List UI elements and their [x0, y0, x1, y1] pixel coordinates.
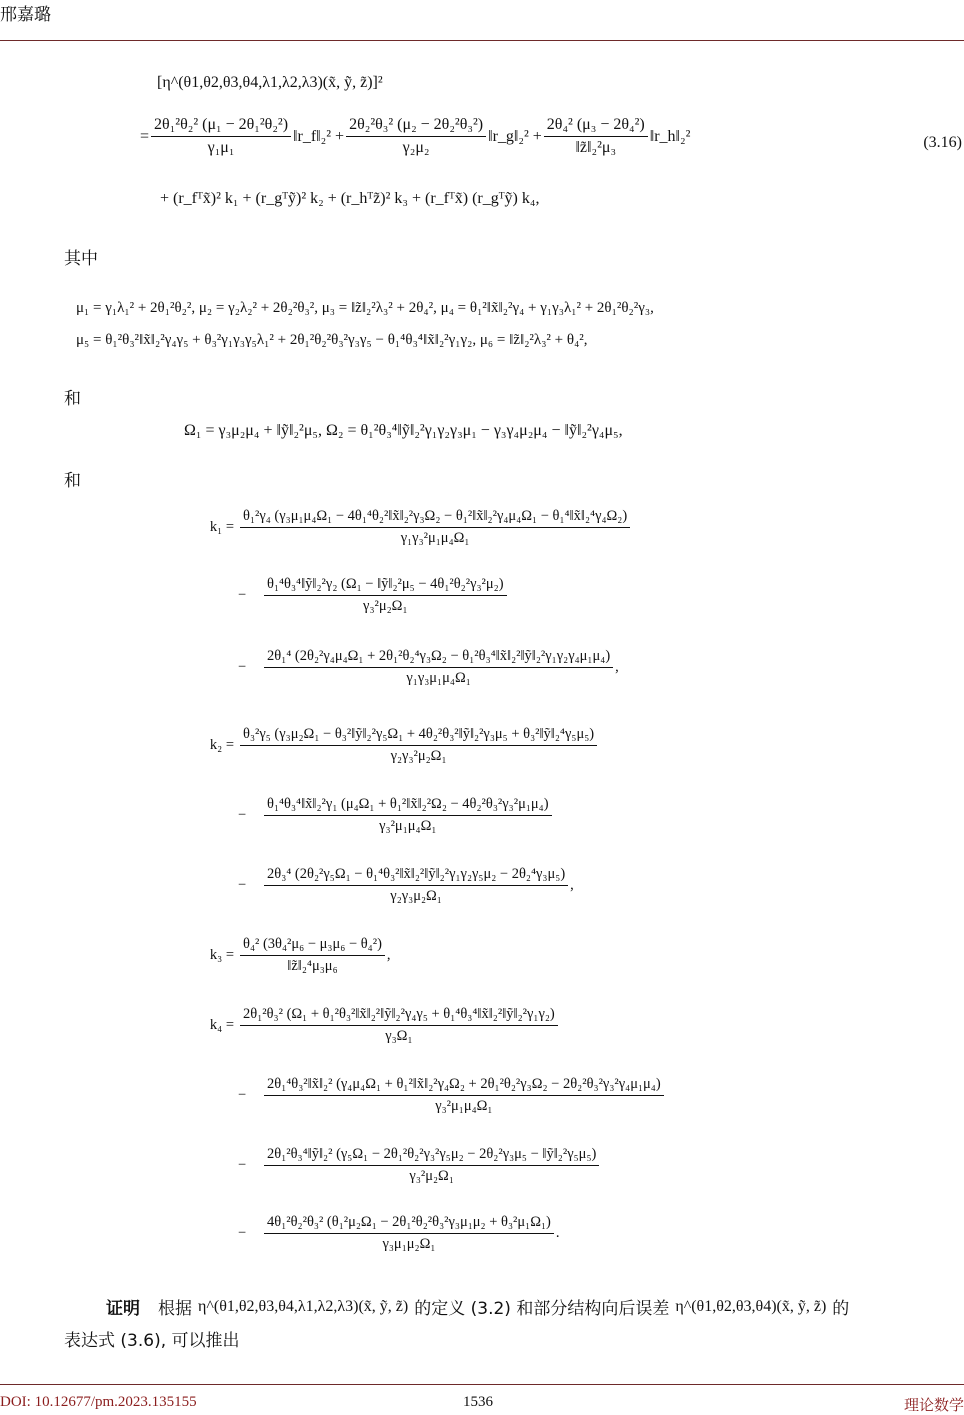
fraction — [264, 1146, 599, 1185]
eq-3-16-line2 — [140, 116, 690, 157]
k4-line2 — [238, 1076, 666, 1115]
numerator: 4θ₁²θ₂²θ₃² (θ₁²μ₂Ω₁ − 2θ₁²θ₂²θ₃²γ₃μ₁μ₂ + θ₃²μ₁Ω₁) — [264, 1214, 554, 1234]
running-header-author: 邢嘉璐 — [0, 5, 51, 25]
fraction — [264, 796, 552, 835]
minus-sign: − — [238, 877, 247, 893]
k2-line2 — [238, 796, 554, 835]
k4-line3 — [238, 1146, 601, 1185]
eq-3-16-lhs: [η^(θ1,θ2,θ3,θ4,λ1,λ2,λ3)(x̃, ỹ, z̃)]² — [157, 74, 383, 91]
denominator: γ₃μ₁μ₂Ω₁ — [382, 1236, 436, 1252]
fraction — [544, 116, 648, 157]
numerator: θ₁⁴θ₃⁴‖ỹ‖₂²γ₂ (Ω₁ − ‖ỹ‖₂²μ₅ − 4θ₁²θ₂²γ₃²μ₂) — [264, 576, 507, 596]
numerator: 2θ₁⁴θ₃²‖x̃‖₂² (γ₄μ₄Ω₁ + θ₁²‖x̃‖₂²γ₄Ω₂ + 2θ₁²θ₂²γ₃Ω₂ − 2θ₂²θ₃²γ₃²γ₄μ₁μ₄) — [264, 1076, 664, 1096]
mu-definitions-line1: μ₁ = γ₁λ₁² + 2θ₁²θ₂², μ₂ = γ₂λ₂² + 2θ₂²θ₃², μ₃ = ‖z̃‖₂²λ₃² + 2θ₄², μ₄ = θ₁²‖x̃‖₂²γ₄ + γ₁γ₃λ₁² + 2θ₁²θ₂²γ₃, — [76, 300, 654, 316]
numerator: 2θ₁⁴ (2θ₂²γ₄μ₄Ω₁ + 2θ₁²θ₂⁴γ₃Ω₂ − θ₁²θ₃⁴‖x̃‖₂²‖ỹ‖₂²γ₁γ₂γ₄μ₁μ₄) — [264, 648, 613, 668]
page-number: 1536 — [463, 1394, 493, 1410]
punctuation: , — [386, 947, 391, 963]
minus-sign: − — [238, 587, 247, 603]
denominator: γ₂γ₃μ₂Ω₁ — [390, 888, 442, 904]
fraction — [240, 1006, 558, 1045]
k1-label: k₁ = — [209, 519, 234, 535]
fraction — [240, 726, 597, 765]
numerator: 2θ₃⁴ (2θ₂²γ₅Ω₁ − θ₁⁴θ₃²‖x̃‖₂²‖ỹ‖₂²γ₁γ₂γ₅μ₂ − 2θ₂⁴γ₃μ₅) — [264, 866, 568, 886]
minus-sign: − — [238, 807, 247, 823]
k1-line1 — [194, 508, 632, 547]
numerator: 2θ₄² (μ₃ − 2θ₄²) — [544, 116, 648, 137]
and-label: 和 — [64, 471, 81, 491]
denominator: γ₁γ₃μ₁μ₄Ω₁ — [406, 670, 471, 686]
journal-name: 理论数学 — [903, 1396, 964, 1414]
proof-label: 证明 — [106, 1299, 140, 1319]
inline-math: η^(θ1,θ2,θ3,θ4)(x̃, ỹ, z̃) — [675, 1297, 827, 1315]
numerator: 2θ₁²θ₂² (μ₁ − 2θ₁²θ₂²) — [151, 116, 291, 137]
eq-3-16-line3: + (r_fᵀx̃)² k₁ + (r_gᵀỹ)² k₂ + (r_hᵀz̃)² k₃ + (r_fᵀx̃) (r_gᵀỹ) k₄, — [160, 190, 540, 207]
minus-sign: − — [238, 1087, 247, 1103]
punctuation: . — [555, 1225, 560, 1241]
denominator: γ₃²μ₁μ₄Ω₁ — [379, 818, 437, 834]
equals-sign: = — [140, 127, 150, 145]
denominator: γ₁μ₁ — [207, 139, 235, 156]
punctuation: , — [570, 877, 574, 893]
norm-term: ‖r_f‖₂² + — [293, 127, 345, 145]
minus-sign: − — [238, 1157, 247, 1173]
fraction — [264, 866, 568, 905]
k2-line3 — [238, 866, 574, 905]
numerator: 2θ₁²θ₃⁴‖ỹ‖₂² (γ₅Ω₁ − 2θ₁²θ₂²γ₃²γ₅μ₂ − 2θ₂²γ₃μ₅ − ‖ỹ‖₂²γ₅μ₅) — [264, 1146, 599, 1166]
fraction — [346, 116, 486, 157]
k4-line4 — [238, 1214, 560, 1253]
denominator: ‖z̃‖₂⁴μ₃μ₆ — [287, 958, 338, 974]
inline-math: η^(θ1,θ2,θ3,θ4,λ1,λ2,λ3)(x̃, ỹ, z̃) — [198, 1297, 409, 1315]
minus-sign: − — [238, 1225, 247, 1241]
numerator: θ₁⁴θ₃⁴‖x̃‖₂²γ₁ (μ₄Ω₁ + θ₁²‖x̃‖₂²Ω₂ − 4θ₂²θ₃²γ₃²μ₁μ₄) — [264, 796, 552, 816]
and-label: 和 — [64, 389, 81, 409]
denominator: γ₃²μ₂Ω₁ — [363, 598, 408, 614]
proof-text: 的定义 (3.2) 和部分结构向后误差 — [414, 1299, 670, 1319]
minus-sign: − — [238, 659, 247, 675]
denominator: γ₂γ₃²μ₂Ω₁ — [390, 748, 447, 764]
fraction — [264, 1214, 554, 1253]
denominator: γ₃²μ₁μ₄Ω₁ — [435, 1098, 493, 1114]
fraction — [264, 576, 507, 615]
denominator: ‖z̃‖₂²μ₃ — [575, 139, 617, 156]
where-label: 其中 — [64, 249, 98, 269]
proof-text: 的 — [832, 1299, 850, 1319]
punctuation: , — [615, 659, 619, 675]
equation-number: (3.16) — [923, 134, 962, 151]
k1-line3 — [238, 648, 619, 687]
denominator: γ₃Ω₁ — [385, 1028, 413, 1044]
k3-line1 — [194, 936, 391, 975]
footer-divider — [0, 1384, 964, 1385]
fraction — [240, 936, 385, 975]
k2-line1 — [194, 726, 599, 765]
mu-definitions-line2: μ₅ = θ₁²θ₃²‖x̃‖₂²γ₄γ₅ + θ₃²γ₁γ₃γ₅λ₁² + 2θ₁²θ₂²θ₃²γ₃γ₅ − θ₁⁴θ₃⁴‖x̃‖₂²γ₁γ₂, μ₆ = ‖z̃‖₂²λ₃² + θ₄², — [76, 332, 588, 348]
k3-label: k₃ = — [209, 947, 234, 963]
denominator: γ₂μ₂ — [402, 139, 430, 156]
header-divider — [0, 40, 964, 41]
numerator: θ₃²γ₅ (γ₃μ₂Ω₁ − θ₃²‖ỹ‖₂²γ₅Ω₁ + 4θ₂²θ₃²‖ỹ‖₂²γ₃μ₅ + θ₃²‖ỹ‖₂⁴γ₅μ₅) — [240, 726, 597, 746]
fraction — [240, 508, 630, 547]
denominator: γ₃²μ₂Ω₁ — [409, 1168, 454, 1184]
norm-term: ‖r_h‖₂² — [649, 127, 691, 145]
proof-line1 — [106, 1294, 849, 1319]
proof-text: 根据 — [158, 1299, 192, 1319]
k4-line1 — [194, 1006, 560, 1045]
proof-line2: 表达式 (3.6), 可以推出 — [64, 1331, 240, 1351]
denominator: γ₁γ₃²μ₁μ₄Ω₁ — [400, 530, 470, 546]
k1-line2 — [238, 576, 509, 615]
fraction — [151, 116, 291, 157]
norm-term: ‖r_g‖₂² + — [488, 127, 542, 145]
numerator: θ₄² (3θ₄²μ₆ − μ₃μ₆ − θ₄²) — [240, 936, 385, 956]
k4-label: k₄ = — [209, 1017, 234, 1033]
fraction — [264, 1076, 664, 1115]
fraction — [264, 648, 613, 687]
numerator: θ₁²γ₄ (γ₃μ₁μ₄Ω₁ − 4θ₁⁴θ₂²‖x̃‖₂²γ₃Ω₂ − θ₁²‖x̃‖₂²γ₄μ₄Ω₁ − θ₁⁴‖x̃‖₂⁴γ₄Ω₂) — [240, 508, 630, 528]
omega-definitions: Ω₁ = γ₃μ₂μ₄ + ‖ỹ‖₂²μ₅, Ω₂ = θ₁²θ₃⁴‖ỹ‖₂²γ₁γ₂γ₃μ₁ − γ₃γ₄μ₂μ₄ − ‖ỹ‖₂²γ₄μ₅, — [184, 422, 623, 439]
numerator: 2θ₁²θ₃² (Ω₁ + θ₁²θ₃²‖x̃‖₂²‖ỹ‖₂²γ₄γ₅ + θ₁⁴θ₃⁴‖x̃‖₂²‖ỹ‖₂²γ₁γ₂) — [240, 1006, 558, 1026]
numerator: 2θ₂²θ₃² (μ₂ − 2θ₂²θ₃²) — [346, 116, 486, 137]
doi-link[interactable]: DOI: 10.12677/pm.2023.135155 — [0, 1394, 197, 1410]
k2-label: k₂ = — [209, 737, 234, 753]
